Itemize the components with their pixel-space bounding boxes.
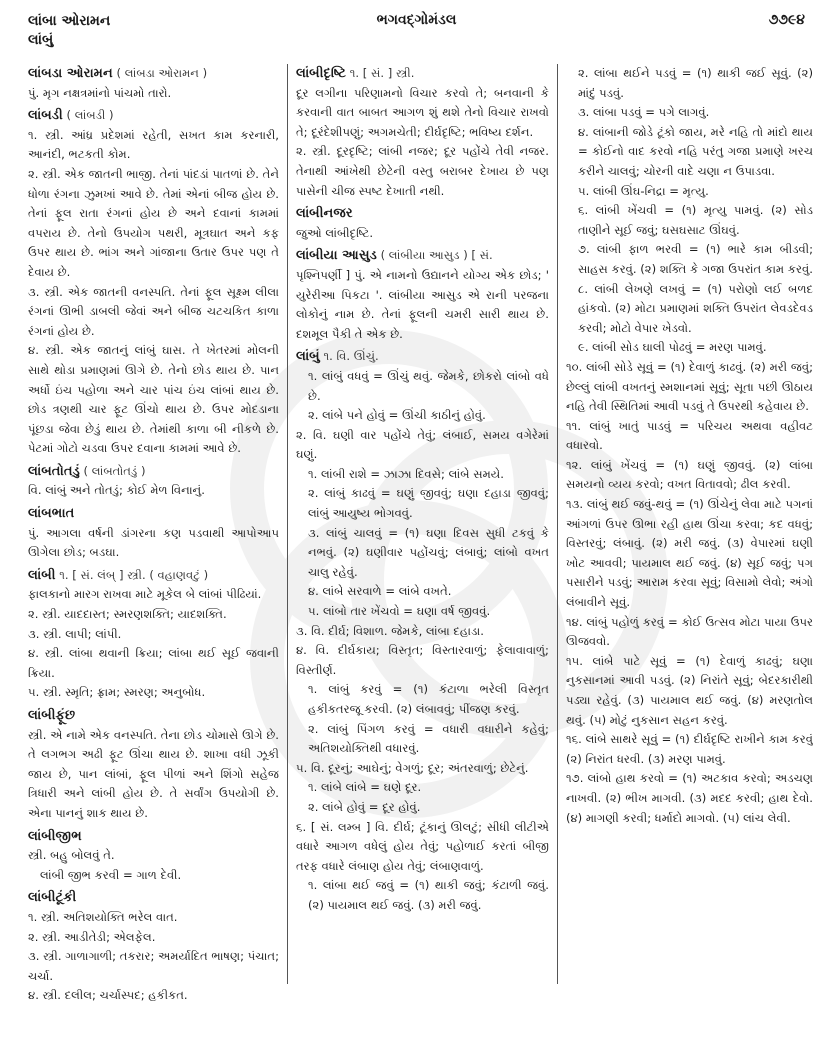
idiom-line: ૩. લાંબું ચાલવું = (૧) ઘણા દિવસ સુધી ટકવું કે નભવું. (૨) ઘણીવાર પહોંચવું; લંબાવું; લાંબો વખત ચાલુ રહેવું. [307,525,549,579]
sense-line: ૪. વિ. દીર્ઘકાય; વિસ્તૃત; વિસ્તારવાળું; ફેલાવાવાળું; વિસ્તીર્ણ. [295,643,549,677]
sense-line: ૩. સ્ત્રી. એક જાતની વનસ્પતિ. તેનાં ફૂલ સૂક્ષ્મ લીલા રંગનાં ઊભી ડાબલી જેવાં અને બીજ ચટચકિત કાળા રંગનાં હોય છે. [28,284,279,338]
guide-word-last: લાંબું [28,32,54,48]
column-right [558,64,813,1054]
sense-line: પું. મૃગ નક્ષત્રમાંનો પાંચમો તારો. [28,85,172,100]
idiom-line: ૨. લાંબા થઈને પડવું = (૧) થાકી જઈ સૂવું. (૨) માંદું પડવું. [577,66,813,100]
dictionary-columns [28,64,813,1054]
idiom-line: ૩. લાંબા પડવું = પગે લાગવું. [577,105,710,120]
sense-line: ૩. વિ. દીર્ઘ; વિશાળ. જેમકે, લાંબા દહાડા. [295,623,484,638]
idiom-line: ૧. લાંબી રાશે = ઝાઝા દિવસે; લાંબે સમયે. [307,466,504,481]
pronunciation-grammar: ૧. વિ. ઊંચું. [323,349,379,364]
pronunciation-grammar: ( લાંબતોતડું ) [83,463,146,478]
dictionary-entry [28,706,279,824]
idiom-line: ૬. લાંબી ખેંચવી = (૧) મૃત્યુ પામવું. (૨) સોડ તાણીને સૂઈ જવું; ઘસઘસાટ ઊંઘવું. [577,203,813,237]
page-title: ભગવદ્ગોમંડલ [376,12,457,28]
sense-line: ૧૦. લાંબી સોડે સૂવું = (૧) દેવાળું કાઢવું. (૨) મરી જવું; છેલ્લું લાંબી વખતનું સ્મશાનમાં સૂવું; સૂતા પછી ઊઠાય નહિ તેવી સ્થિતિમાં આવી પડવું તે ઉપરથી કહેવાય છે. [565,359,813,414]
pronunciation-grammar: ૧. [ સં. ] સ્ત્રી. [349,66,415,80]
entry-head-line [28,64,279,84]
sense-line: ૧૩. લાંબું થઈ જવું-થવું = (૧) ઊંચેનું લેવા માટે પગનાં આંગળાં ઉપર ઊભા રહી હાથ ઊંચા કરવા; કદ વધવું; વિસ્તરવું; લંબાવું. (૨) મરી જવું. (૩) વેપારમાં ઘણી ખોટ આવવી; પાયમાલ થઈ જવું. (૪) સૂઈ જવું; પગ પસારીને પડવું; આરામ કરવા સૂવું; વિસામો લેવો; અંગો લંબાવીને સૂવું. [565,497,813,610]
entry-head-line [28,706,279,726]
headword: લાંબીદૃષ્ટિ [295,66,347,81]
dictionary-entry [28,888,279,1006]
sense-line: ૬. [ સં. લમ્બ ] વિ. દીર્ઘ; ટૂંકાનું ઊલટું; સીધી લીટીએ વધારે આગળ વધેલું હોય તેવું; પહોળાઈ કરતાં બીજી તરફ વધારે લંબાણ હોય તેવું; લંબાણવાળું. [295,819,549,873]
sense-line: ૧૨. લાંબું ખેંચવું = (૧) ઘણું જીવવું. (૨) લાંબા સમયનો વ્યય કરવો; વખત વિતાવવો; ઢીલ કરવી. [565,457,813,492]
sense-line: વિ. લાંબું અને તોતડું; કોઈ મેળ વિનાનું. [28,483,205,498]
entry-head-line [296,347,549,367]
idiom-line: ૭. લાંબી ફાળ ભરવી = (૧) ભારે કામ બીડવી; સાહસ કરવું. (૨) શક્તિ કે ગજા ઉપરાંત કામ કરવું. [577,242,813,276]
sense-line: ૪. સ્ત્રી. લાંબા થવાની ક્રિયા; લાંબા થઈ સૂઈ જવાની ક્રિયા. [28,646,279,680]
entry-head-line [28,888,279,908]
sense-line: દૂર લગીના પરિણામનો વિચાર કરવો તે; બનવાની કે કરવાની વાત બાબત આગળ શું થશે તેનો વિચાર રાખવો તે; દૂરંદેશીપણું; અગમચેતી; દીર્ઘદૃષ્ટિ; ભવિષ્ય દર્શન. [295,85,549,139]
idiom-line: લાંબી જીભ કરવી = ગાળ દેવી. [40,867,182,882]
idiom-line: ૨. લાંબું કાઢવું = ઘણું જીવવું; ઘણા દહાડા જીવવું; લાંબું આયુષ્ય ભોગવવું. [307,486,549,521]
sense-line: પું. આગલા વર્ષની ડાંગરના કણ પડવાથી આપોઆપ ઊગેલા છોડ; બડઘા. [28,525,279,560]
headword: લાંબડી [28,108,63,124]
dictionary-entry [28,106,279,459]
sense-line: ૧૬. લાંબે સાથરે સૂવું = (૧) દીર્ઘદૃષ્ટિ રાખીને કામ કરવું (૨) નિરાંત ધરવી. (૩) મરણ પામવું. [565,732,813,766]
dictionary-entry [296,246,549,344]
column-middle [287,64,558,984]
dictionary-entry [296,347,549,915]
idiom-line: ૯. લાંબી સોડ ઘાલી પોઢવું = મરણ પામવું. [577,340,767,355]
headword: લાંબું [295,349,320,365]
sense-line: ૫. વિ. દૂરનું; આઘેનું; વેગળું; દૂર; અંતરવાળું; છેટેનું. [295,760,529,775]
headword: લાંબભાત [28,506,75,522]
sense-line: સ્ત્રી. બહુ બોલવું તે. [28,848,115,863]
entry-head-line [296,204,549,224]
sense-line: ૧૫. લાંબે પાટે સૂવું = (૧) દેવાળું કાઢવું; ઘણા નુકસાનમાં આવી પડવું. (૨) નિરાંતે સૂવું; બેદરકારીથી પડ્યા રહેવું. (૩) પાયમાલ થઈ જવું. (૪) મરણતોલ થવું. (૫) મોટું નુકસાન સહન કરવું. [565,653,813,727]
dictionary-entry [296,204,549,243]
sense-line: ૩. સ્ત્રી. લાપી; લાંપી. [28,626,122,641]
entry-head-line [296,64,549,84]
sense-line: ૩. સ્ત્રી. ગાળાગાળી; તકરાર; અમર્યાદિત ભાષણ; પંચાત; ચર્ચા. [28,949,279,983]
pronunciation-grammar: ( લાંબડી ) [66,108,114,123]
headword: લાંબીટૂંકી [28,890,77,906]
headword: લાંબીજીભ [28,828,82,844]
headword: લાંબીફૂંછ [28,708,76,723]
sense-line: ૨. સ્ત્રી. દૂરદૃષ્ટિ; લાંબી નજર; દૂર પહોંચે તેવી નજર. તેનાથી આંખેથી છેટેની વસ્તુ બરાબર દેખાય છે પણ પાસેની ચીજ સ્પષ્ટ દેખાતી નથી. [295,144,549,198]
entry-head-line [28,504,279,524]
idiom-line: ૮. લાંબી લેખણે લખવું = (૧) પરોણો લઈ બળદ હાંકવો. (૨) મોટા પ્રમાણમાં શક્તિ ઉપરાંત લેવડદેવડ કરવી; મોટો વેપાર ખેડવો. [577,281,813,335]
guide-word-first: લાંબા ઓરામન [28,13,111,29]
idiom-line: ૧. લાંબું કરવું = (૧) કંટાળા ભરેલી વિસ્તૃત હકીકતરજૂ કરવી. (૨) લંબાવવું; પીંજણ કરવું. [307,682,549,716]
headword: લાંબતોતડું [28,463,80,479]
entry-head-line [28,106,279,126]
idiom-line: ૧. લાંબું વધવું = ઊંચું થવું. જેમકે, છોકરો લાંબો વધે છે. [307,368,549,403]
sense-line: ૧૧. લાંબું ખાતું પાડવું = પરિચય અથવા વહીવટ વધારવો. [565,418,813,453]
idiom-line: ૨. લાંબે હોવું = દૂર હોવું. [307,799,421,814]
dictionary-entry [28,462,279,501]
sense-line: ૨. સ્ત્રી. એક જાતની ભાજી. તેનાં પાંદડાં પાતળાં છે. તેને ધોળા રંગના ઝુમખાં આવે છે. તેમાં એનાં બીજ હોય છે. તેનાં ફૂલ રાતા રંગનાં હોય છે અને દવાનાં કામમાં વપરાય છે. તેનો ઉપયોગ પથરી, મૂત્રઘાત અને કફ ઉપર થાય છે. ભાંગ અને ગાંજાના ઉતાર ઉપર પણ તે દેવાય છે. [28,166,279,279]
sense-line: ૧. સ્ત્રી. અતિશયોક્તિ ભરેલ વાત. [28,909,178,924]
sense-line: ૨. વિ. ઘણી વાર પહોંચે તેવું; લંબાઈ, સમય વગેરેમાં ઘણું. [295,427,549,462]
pronunciation-grammar: ( લાંબડા ઓરામન ) [116,66,208,80]
sense-line: ૪. સ્ત્રી. દલીલ; ચર્ચાસ્પદ; હકીકત. [28,988,188,1003]
headword: લાંબીનજર [295,206,353,222]
idiom-line: ૫. લાંબો તાર ખેંચવો = ઘણા વર્ષ જીવવું. [307,604,491,619]
headword: લાંબડા ઓરામન [28,66,113,81]
pronunciation-grammar: ( લાંબીયા આસુડ ) [ સં. [380,248,493,263]
entry-head-line [28,462,279,482]
sense-line: ફાલકાનો મારગ રાખવા માટે મૂકેલ બે લાંબાં પીઢિયાં. [28,587,262,602]
sense-line: ૧. સ્ત્રી. આંધ્ર પ્રદેશમાં રહેતી, સખત કામ કરનારી, આનંદી, ભટકતી કોમ. [28,127,279,162]
sense-line: ૧૪. લાંબું પહોળું કરવું = કોઈ ઉત્સવ મોટા પાયા ઉપર ઊજવવો. [565,614,813,649]
column-left [28,64,287,1054]
sense-line: ૧૭. લાંબો હાથ કરવો = (૧) અટકાવ કરવો; અડચણ નાખવી. (૨) ભીખ માગવી. (૩) મદદ કરવી; હાથ દેવો. (૪) માગણી કરવી; ધર્માદો માગવો. (૫) લાંચ લેવી. [565,771,813,825]
sense-line: ૨. સ્ત્રી. યાદદાસ્ત; સ્મરણશક્તિ; યાદશક્તિ. [28,607,227,622]
idiom-line: ૫. લાંબી ઊંઘ-નિદ્રા = મૃત્યુ. [577,183,709,198]
sense-line: સ્ત્રી. એ નામે એક વનસ્પતિ. તેના છોડ ચોમાસે ઊગે છે. તે લગભગ અઢી ફૂટ ઊંચા થાય છે. શાખા વધી ઝૂકી જાય છે, પાન લાંબાં, ફૂલ પીળાં અને શિંગો સહેજ ત્રિધારી અને લાંબી હોય છે. તે સર્વાંગ ઉપયોગી છે. એના પાનનું શાક થાય છે. [28,727,279,820]
dictionary-entry [566,64,813,828]
idiom-line: ૨. લાંબું પિંગળ કરવું = વધારી વધારીને કહેવું; અતિશયોક્તિથી વધારવું. [307,721,549,756]
dictionary-entry [28,566,279,703]
idiom-line: ૪. લાંબે સરવાળે = લાંબે વખતે. [307,584,452,599]
idiom-line: ૪. લાંબાની જોડે ટૂંકો જાય, મરે નહિ તો માંદો થાય = કોઈનો વાદ કરવો નહિ પરંતુ ગજા પ્રમાણે ખરચ કરીને ચાલવું; ચોરની વાદે ચણા ન ઉપાડવા. [577,124,813,178]
dictionary-entry [28,504,279,563]
entry-head-line [28,566,279,586]
sense-line: ૫. સ્ત્રી. સ્મૃતિ; ફ્રામ; સ્મરણ; અનુબોધ. [28,685,206,700]
sense-line: ૨. સ્ત્રી. આડીતેડી; એલફેલ. [28,929,156,944]
sense-line: પૃશ્નિપર્ણી ] પું. એ નામનો ઉદ્યાનને યોગ્ય એક છોડ; ' યુરેરીઆ પિકટા '. લાંબીયા આસુડ એ રાની પરજના લોકોનું નામ છે. તેનાં ફૂલની ચમરી સારી થાય છે. દશમૂલ પૈકી તે એક છે. [295,267,549,341]
entry-head-line [296,246,549,266]
page-header [28,12,805,60]
headword: લાંબી [28,567,56,583]
page-number: ૭૭૯૪ [768,12,805,28]
idiom-line: ૨. લાંબે પને હોવું = ઊંચી કાઠીનું હોવું. [307,408,486,423]
idiom-line: ૧. લાંબે લાંબે = ઘણે દૂર. [307,780,422,795]
dictionary-entry [28,827,279,886]
dictionary-entry [296,64,549,201]
dictionary-entry [28,64,279,103]
pronunciation-grammar: ૧. [ સં. લંબ્ ] સ્ત્રી. ( વહાણવટું ) [59,567,209,582]
sense-line: જુઓ લાંબીદૃષ્ટિ. [295,225,374,240]
idiom-line: ૧. લાંબા થઈ જવું = (૧) થાકી જવું; કંટાળી જવું. (૨) પાયમાલ થઈ જવું. (૩) મરી જવું. [307,878,549,912]
entry-head-line [28,827,279,847]
headword: લાંબીયા આસુડ [295,248,377,264]
sense-line: ૪. સ્ત્રી. એક જાતનું લાંબું ઘાસ. તે ખેતરમાં મોલની સાથે થોડા પ્રમાણમાં ઊગે છે. તેનો છોડ થાય છે. પાન અર્ધો ઇંચ પહોળા અને ચાર પાંચ ઇંચ લાંબાં થાય છે. છોડ ત્રણથી ચાર ફૂટ ઊંચો થાય છે. ઉપર મોદડાના પૂંછડા જેવા છેડું થાય છે. તેમાંથી કાળા બી નીકળે છે. પેટમાં ગોટો ચડવા ઉપર દવાના કામમાં આવે છે. [28,343,279,456]
